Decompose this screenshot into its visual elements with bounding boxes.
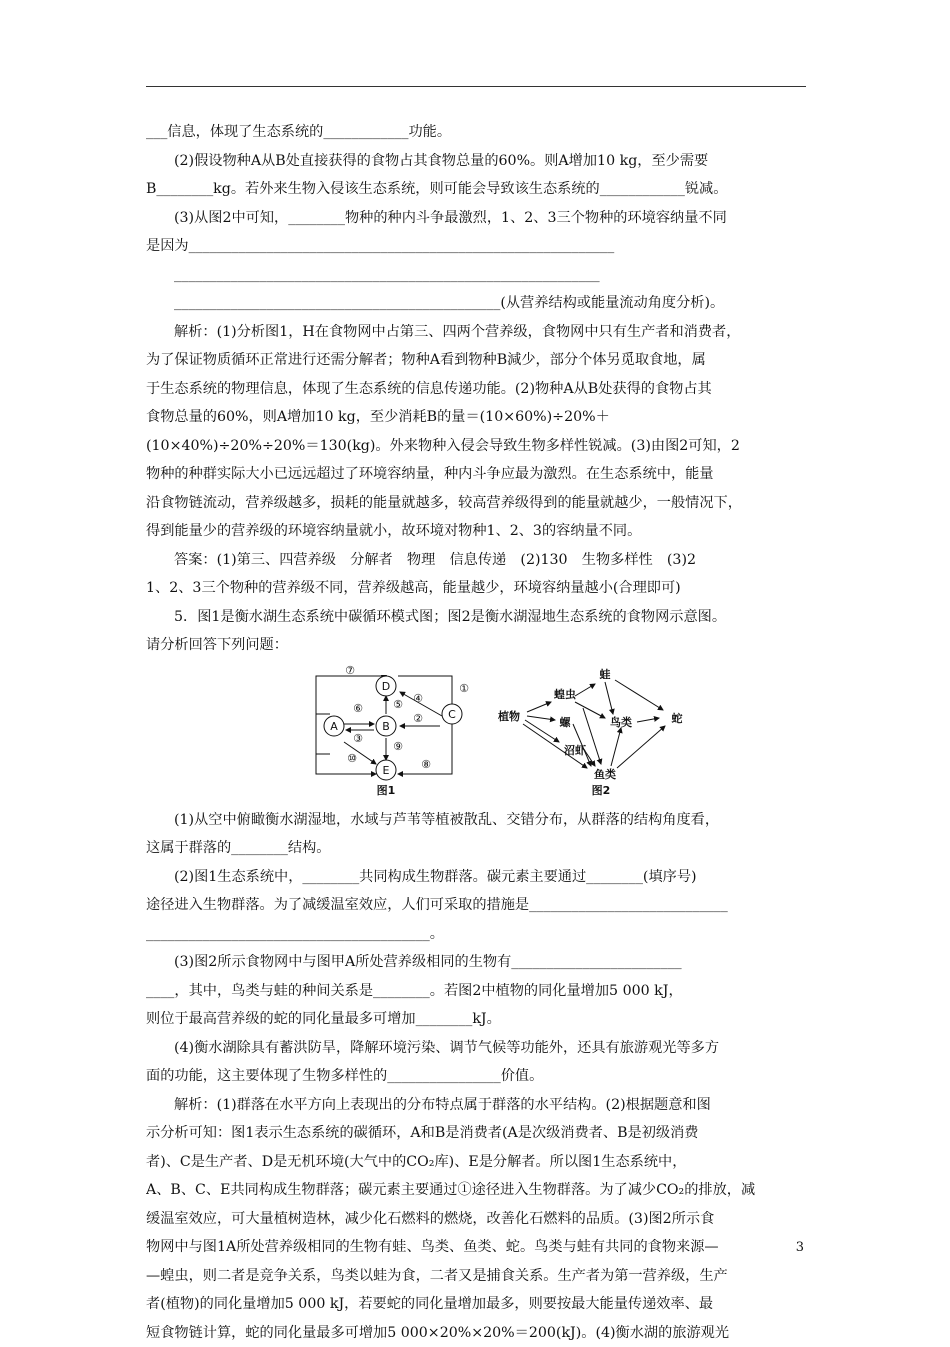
text-line: 物网中与图1A所处营养级相同的生物有蛙、鸟类、鱼类、蛇。鸟类与蛙有共同的食物来源— [146,1233,806,1262]
text-line: (3)图2所示食物网中与图甲A所处营养级相同的生物有________________________ [146,948,806,977]
text-line: ____________________________________________________________ [146,261,806,290]
label-2: ② [413,712,423,725]
label-9: ⑨ [393,740,403,753]
text-line: 缓温室效应，可大量植树造林，减少化石燃料的燃烧，改善化石燃料的品质。(3)图2所示食 [146,1205,806,1234]
text-line: —蝗虫，则二者是竞争关系，鸟类以蛙为食，二者又是捕食关系。生产者为第一营养级，生产 [146,1262,806,1291]
text-line: 解析：(1)分析图1，H在食物网中占第三、四两个营养级，食物网中只有生产者和消费者， [146,318,806,347]
text-line: 于生态系统的物理信息，体现了生态系统的信息传递功能。(2)物种A从B处获得的食物占其 [146,375,806,404]
node-e: E [383,764,390,777]
node-b: B [382,720,390,733]
text-block-bottom [146,806,806,1347]
arrow-10-path [316,754,376,774]
text-line: (3)从图2中可知，________物种的种内斗争最激烈，1、2、3三个物种的环境容纳量不同 [146,204,806,233]
label-6: ⑥ [353,702,363,715]
text-line: ______________________________________________(从营养结构或能量流动角度分析)。 [146,289,806,318]
text-line: 短食物链计算，蛇的同化量最多可增加5 000×20%×20%＝200(kJ)。(4)衡水湖的旅游观光 [146,1319,806,1347]
label-7: ⑦ [345,664,355,677]
label-1: ① [459,682,469,695]
text-line: 请分析回答下列问题： [146,631,806,660]
text-line: 物种的种群实际大小已远远超过了环境容纳量，种内斗争应最为激烈。在生态系统中，能量 [146,460,806,489]
text-line: 解析：(1)群落在水平方向上表现出的分布特点属于群落的水平结构。(2)根据题意和图 [146,1091,806,1120]
text-line: (10×40%)÷20%÷20%＝130(kg)。外来物种入侵会导致生物多样性锐减。(3)由图2可知，2 [146,432,806,461]
text-line: 途径进入生物群落。为了减缓温室效应，人们可采取的措施是____________________________ [146,891,806,920]
label-4: ④ [413,692,423,705]
arrow-7 [316,676,384,714]
organism-frog: 蛙 [600,667,611,681]
organism-shrimp: 沼虾 [564,743,586,757]
figure2-caption: 图2 [592,783,611,797]
organism-snake: 蛇 [672,711,684,725]
figure1-carbon-cycle [306,664,476,798]
organism-bird: 鸟类 [610,715,632,729]
text-line: 答案：(1)第三、四营养级 分解者 物理 信息传递 (2)130 生物多样性 (3)2 [146,546,806,575]
text-line: ____，其中，鸟类与蛙的种间关系是________。若图2中植物的同化量增加5 000 kJ， [146,977,806,1006]
text-line: 则位于最高营养级的蛇的同化量最多可增加________kJ。 [146,1005,806,1034]
organism-plant: 植物 [498,709,520,723]
page-body [146,118,806,1347]
node-c: C [448,708,456,721]
text-block-top [146,118,806,660]
header-rule [146,86,806,87]
text-line: 者(植物)的同化量增加5 000 kJ，若要蛇的同化量增加最多，则要按最大能量传递效率、最 [146,1290,806,1319]
text-line: 是因为____________________________________________________________ [146,232,806,261]
organism-locust: 蝗虫 [554,687,576,701]
text-line: 为了保证物质循环正常进行还需分解者；物种A看到物种B減少，部分个体另觅取食地，属 [146,346,806,375]
text-line: 者)、C是生产者、D是无机环境(大气中的CO₂库)、E是分解者。所以图1生态系统中， [146,1148,806,1177]
text-line: ________________________________________。 [146,920,806,949]
text-line: 5．图1是衡水湖生态系统中碳循环模式图；图2是衡水湖湿地生态系统的食物网示意图。 [146,603,806,632]
label-8: ⑧ [421,758,431,771]
node-a: A [330,720,338,733]
label-5: ⑤ [393,698,403,711]
text-line: (1)从空中俯瞰衡水湖湿地，水域与芦苇等植被散乱、交错分布，从群落的结构角度看， [146,806,806,835]
page-number: 3 [796,1240,804,1255]
figure1-caption: 图1 [377,783,396,797]
organism-snail: 螺 [560,715,572,729]
text-line: (4)衡水湖除具有蓄洪防旱，降解环境污染、调节气候等功能外，还具有旅游观光等多方 [146,1034,806,1063]
label-10: ⑩ [347,752,357,765]
figures-row [146,664,806,798]
text-line: ___信息，体现了生态系统的____________功能。 [146,118,806,147]
text-line: (2)假设物种A从B处直接获得的食物占其食物总量的60%。则A增加10 kg，至少需要 [146,147,806,176]
label-3: ③ [353,732,363,745]
text-line: A、B、C、E共同构成生物群落；碳元素主要通过①途径进入生物群落。为了减少CO₂的排放，减 [146,1176,806,1205]
text-line: 面的功能，这主要体现了生物多样性的________________价值。 [146,1062,806,1091]
text-line: 这属于群落的________结构。 [146,834,806,863]
text-line: B________kg。若外来生物入侵该生态系统，则可能会导致该生态系统的____________锐减。 [146,175,806,204]
organism-fish: 鱼类 [594,767,616,781]
text-line: 1、2、3三个物种的营养级不同，营养级越高，能量越少，环境容纳量越小(合理即可) [146,574,806,603]
text-line: 得到能量少的营养级的环境容纳量就小，故环境对物种1、2、3的容纳量不同。 [146,517,806,546]
text-line: (2)图1生态系统中，________共同构成生物群落。碳元素主要通过________(填序号) [146,863,806,892]
text-line: 沿食物链流动，营养级越多，损耗的能量就越多，较高营养级得到的能量就越少，一般情况下， [146,489,806,518]
node-d: D [382,680,390,693]
text-line: 食物总量的60%，则A增加10 kg，至少消耗B的量＝(10×60%)÷20%＋ [146,403,806,432]
text-line: 示分析可知：图1表示生态系统的碳循环，A和B是消费者(A是次级消费者、B是初级消费 [146,1119,806,1148]
figure2-food-web [491,664,701,798]
